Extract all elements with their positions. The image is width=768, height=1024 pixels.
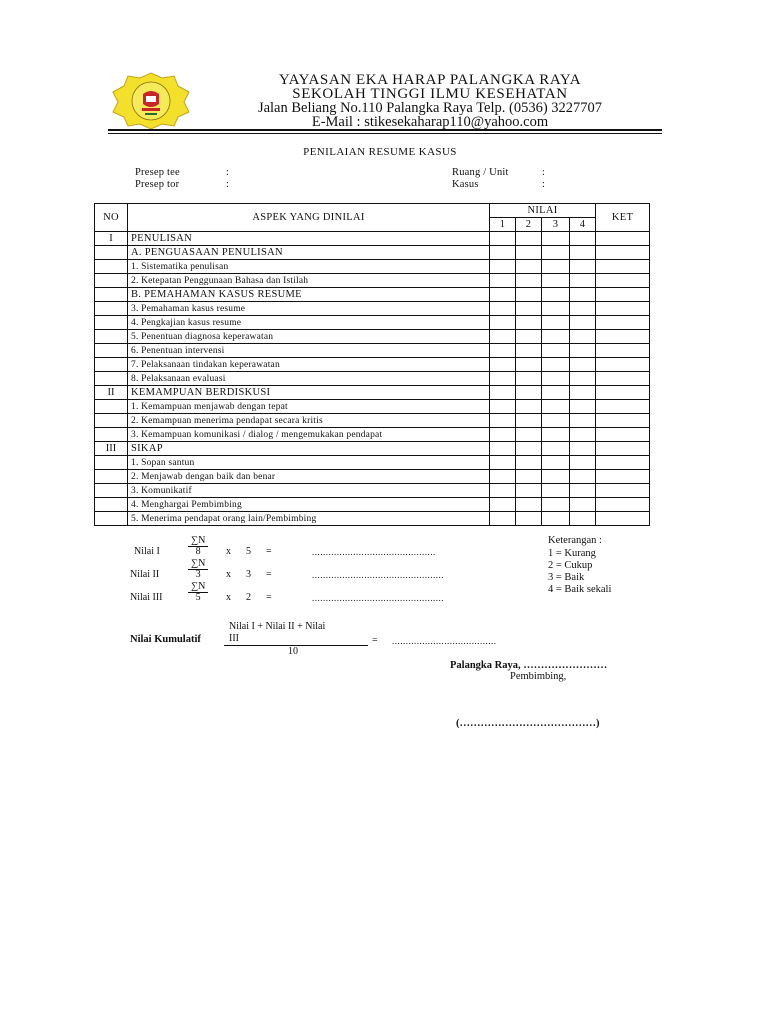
score-cell-1[interactable] [490,344,516,358]
formula-fraction [188,582,208,603]
ket-cell[interactable] [596,428,650,442]
row-number: I [95,232,128,246]
score-cell-4[interactable] [570,274,596,288]
ket-cell[interactable] [596,358,650,372]
row-number [95,246,128,260]
score-cell-4[interactable] [570,288,596,302]
table-row [95,288,650,302]
score-cell-2[interactable] [516,470,542,484]
kumulatif-numerator-2: III [229,633,239,644]
criterion-text: 8. Pelaksanaan evaluasi [128,372,490,386]
ket-cell[interactable] [596,414,650,428]
col-header-no: NO [95,204,128,232]
formula-label: Nilai II [130,569,160,580]
score-cell-3[interactable] [542,484,570,498]
formula-denominator: 8 [195,546,201,557]
score-cell-4[interactable] [570,470,596,484]
ket-cell[interactable] [596,470,650,484]
row-number: II [95,386,128,400]
score-cell-3[interactable] [542,470,570,484]
ket-cell[interactable] [596,484,650,498]
table-row [95,330,650,344]
section-heading: KEMAMPUAN BERDISKUSI [128,386,490,400]
score-cell-3[interactable] [542,260,570,274]
score-cell-1[interactable] [490,400,516,414]
ket-cell[interactable] [596,274,650,288]
preseptor-colon: : [226,179,230,190]
table-row [95,316,650,330]
row-number [95,316,128,330]
formula-result-line: ............................................. [312,547,436,557]
table-row [95,400,650,414]
score-cell-3[interactable] [542,442,570,456]
score-cell-2[interactable] [516,302,542,316]
row-number [95,344,128,358]
table-row [95,512,650,526]
header-school-name: SEKOLAH TINGGI ILMU KESEHATAN [292,86,568,102]
col-header-nilai: NILAI [490,204,596,218]
section-heading: B. PEMAHAMAN KASUS RESUME [128,288,490,302]
ket-cell[interactable] [596,232,650,246]
formula-result-line: ................................................ [312,593,444,603]
score-cell-2[interactable] [516,358,542,372]
score-cell-2[interactable] [516,498,542,512]
criterion-text: 3. Komunikatif [128,484,490,498]
kumulatif-denominator: 10 [288,646,298,657]
formula-label: Nilai III [130,592,163,603]
signature-role: Pembimbing, [510,671,567,682]
score-cell-3[interactable] [542,428,570,442]
formula-times: x [226,569,231,580]
score-cell-4[interactable] [570,372,596,386]
score-cell-4[interactable] [570,316,596,330]
formula-multiplier: 5 [246,546,251,557]
score-cell-2[interactable] [516,442,542,456]
score-cell-3[interactable] [542,232,570,246]
row-number [95,400,128,414]
criterion-text: 4. Menghargai Pembimbing [128,498,490,512]
kasus-colon: : [542,179,546,190]
score-cell-2[interactable] [516,400,542,414]
score-cell-2[interactable] [516,330,542,344]
formula-denominator: 3 [195,569,201,580]
score-cell-3[interactable] [542,414,570,428]
score-cell-2[interactable] [516,414,542,428]
score-cell-1[interactable] [490,246,516,260]
kumulatif-result-line: ...................................... [392,636,497,646]
formula-times: x [226,546,231,557]
score-cell-3[interactable] [542,330,570,344]
score-cell-1[interactable] [490,414,516,428]
section-heading: SIKAP [128,442,490,456]
score-cell-3[interactable] [542,246,570,260]
score-cell-2[interactable] [516,316,542,330]
keterangan-item: 2 = Cukup [548,560,593,571]
form-title: PENILAIAN RESUME KASUS [303,146,457,158]
header-rule-thin [108,133,662,134]
ket-cell[interactable] [596,456,650,470]
section-heading: A. PENGUASAAN PENULISAN [128,246,490,260]
keterangan-item: 4 = Baik sekali [548,584,612,595]
score-cell-3[interactable] [542,288,570,302]
score-cell-2[interactable] [516,386,542,400]
score-cell-3[interactable] [542,512,570,526]
table-row [95,498,650,512]
col-header-nilai-3: 3 [542,218,570,232]
criterion-text: 3. Kemampuan komunikasi / dialog / mengemukakan pendapat [128,428,490,442]
score-cell-1[interactable] [490,330,516,344]
section-heading: PENULISAN [128,232,490,246]
row-number [95,498,128,512]
row-number [95,414,128,428]
score-cell-2[interactable] [516,512,542,526]
preseptor-label: Presep tor [135,179,180,190]
assessment-table [94,203,650,526]
score-cell-4[interactable] [570,302,596,316]
keterangan-item: 3 = Baik [548,572,585,583]
ket-cell[interactable] [596,288,650,302]
table-row [95,386,650,400]
table-row [95,456,650,470]
keterangan-item: 1 = Kurang [548,548,596,559]
score-cell-2[interactable] [516,484,542,498]
score-cell-1[interactable] [490,274,516,288]
score-cell-3[interactable] [542,372,570,386]
col-header-nilai-1: 1 [490,218,516,232]
score-cell-1[interactable] [490,456,516,470]
score-cell-1[interactable] [490,484,516,498]
score-cell-3[interactable] [542,498,570,512]
formula-result-line: ................................................ [312,570,444,580]
ket-cell[interactable] [596,330,650,344]
score-cell-3[interactable] [542,344,570,358]
signature-place-date: Palangka Raya, …………………… [450,660,608,671]
score-cell-4[interactable] [570,484,596,498]
ket-cell[interactable] [596,372,650,386]
row-number [95,512,128,526]
formula-fraction [188,536,208,557]
ket-cell[interactable] [596,400,650,414]
criterion-text: 7. Pelaksanaan tindakan keperawatan [128,358,490,372]
row-number [95,428,128,442]
formula-equals: = [266,569,272,580]
score-cell-4[interactable] [570,400,596,414]
score-cell-3[interactable] [542,400,570,414]
score-cell-4[interactable] [570,246,596,260]
score-cell-2[interactable] [516,274,542,288]
row-number [95,484,128,498]
ruang-colon: : [542,167,546,178]
formula-equals: = [266,546,272,557]
score-cell-3[interactable] [542,274,570,288]
criterion-text: 2. Ketepatan Penggunaan Bahasa dan Istilah [128,274,490,288]
formula-multiplier: 2 [246,592,251,603]
score-cell-1[interactable] [490,288,516,302]
score-cell-1[interactable] [490,498,516,512]
table-row [95,260,650,274]
ruang-label: Ruang / Unit [452,167,509,178]
formula-fraction [188,559,208,580]
score-cell-4[interactable] [570,498,596,512]
score-cell-3[interactable] [542,316,570,330]
table-row [95,274,650,288]
col-header-nilai-4: 4 [570,218,596,232]
score-cell-2[interactable] [516,372,542,386]
criterion-text: 4. Pengkajian kasus resume [128,316,490,330]
score-cell-4[interactable] [570,232,596,246]
row-number [95,260,128,274]
table-row [95,344,650,358]
score-cell-3[interactable] [542,302,570,316]
criterion-text: 3. Pemahaman kasus resume [128,302,490,316]
formula-numerator: ∑N [188,559,208,570]
score-cell-4[interactable] [570,442,596,456]
criterion-text: 2. Menjawab dengan baik dan benar [128,470,490,484]
criterion-text: 1. Sopan santun [128,456,490,470]
table-row [95,442,650,456]
row-number [95,302,128,316]
table-row [95,302,650,316]
score-cell-2[interactable] [516,428,542,442]
score-cell-1[interactable] [490,302,516,316]
criterion-text: 5. Menerima pendapat orang lain/Pembimbing [128,512,490,526]
criterion-text: 6. Penentuan intervensi [128,344,490,358]
score-cell-4[interactable] [570,330,596,344]
score-cell-4[interactable] [570,428,596,442]
col-header-ket: KET [596,204,650,232]
keterangan-title: Keterangan : [548,535,602,546]
row-number [95,372,128,386]
table-row [95,484,650,498]
score-cell-4[interactable] [570,386,596,400]
col-header-nilai-2: 2 [516,218,542,232]
header-rule-thick [108,129,662,131]
score-cell-1[interactable] [490,358,516,372]
table-row [95,428,650,442]
score-cell-3[interactable] [542,386,570,400]
score-cell-4[interactable] [570,414,596,428]
score-cell-2[interactable] [516,260,542,274]
score-cell-1[interactable] [490,442,516,456]
formula-numerator: ∑N [188,582,208,593]
formula-multiplier: 3 [246,569,251,580]
score-cell-4[interactable] [570,260,596,274]
kasus-label: Kasus [452,179,479,190]
score-cell-4[interactable] [570,512,596,526]
score-cell-4[interactable] [570,456,596,470]
col-header-aspek: ASPEK YANG DINILAI [128,204,490,232]
formula-label: Nilai I [134,546,160,557]
score-cell-3[interactable] [542,358,570,372]
signature-name-line: (…………………………………) [456,718,600,729]
header-email: E-Mail : stikesekaharap110@yahoo.com [311,114,549,130]
row-number [95,330,128,344]
formula-equals: = [266,592,272,603]
score-cell-2[interactable] [516,456,542,470]
presetee-label: Presep tee [135,167,180,178]
table-row [95,246,650,260]
table-row [95,358,650,372]
criterion-text: 2. Kemampuan menerima pendapat secara kritis [128,414,490,428]
criterion-text: 5. Penentuan diagnosa keperawatan [128,330,490,344]
score-cell-3[interactable] [542,456,570,470]
row-number: III [95,442,128,456]
presetee-colon: : [226,167,230,178]
formula-numerator: ∑N [188,536,208,547]
institution-logo [110,72,192,130]
kumulatif-label: Nilai Kumulatif [130,634,201,645]
criterion-text: 1. Kemampuan menjawab dengan tepat [128,400,490,414]
score-cell-2[interactable] [516,288,542,302]
ket-cell[interactable] [596,386,650,400]
ket-cell[interactable] [596,442,650,456]
table-row [95,232,650,246]
score-cell-1[interactable] [490,260,516,274]
score-cell-1[interactable] [490,428,516,442]
kumulatif-numerator-1: Nilai I + Nilai II + Nilai [229,621,326,632]
formula-denominator: 5 [195,592,201,603]
score-cell-2[interactable] [516,232,542,246]
ket-cell[interactable] [596,246,650,260]
ket-cell[interactable] [596,260,650,274]
ket-cell[interactable] [596,344,650,358]
score-cell-4[interactable] [570,358,596,372]
ket-cell[interactable] [596,316,650,330]
score-cell-1[interactable] [490,232,516,246]
row-number [95,288,128,302]
score-cell-1[interactable] [490,372,516,386]
kumulatif-equals: = [372,635,378,646]
score-cell-2[interactable] [516,246,542,260]
formula-times: x [226,592,231,603]
row-number [95,274,128,288]
row-number [95,470,128,484]
score-cell-1[interactable] [490,386,516,400]
ket-cell[interactable] [596,302,650,316]
table-row [95,414,650,428]
header-address: Jalan Beliang No.110 Palangka Raya Telp. (0536) 3227707 [257,100,603,116]
score-cell-1[interactable] [490,316,516,330]
score-cell-4[interactable] [570,344,596,358]
ket-cell[interactable] [596,498,650,512]
score-cell-1[interactable] [490,512,516,526]
score-cell-2[interactable] [516,344,542,358]
row-number [95,456,128,470]
table-row [95,372,650,386]
header-foundation-name: YAYASAN EKA HARAP PALANGKA RAYA [278,72,582,88]
criterion-text: 1. Sistematika penulisan [128,260,490,274]
ket-cell[interactable] [596,512,650,526]
table-row [95,470,650,484]
row-number [95,358,128,372]
score-cell-1[interactable] [490,470,516,484]
